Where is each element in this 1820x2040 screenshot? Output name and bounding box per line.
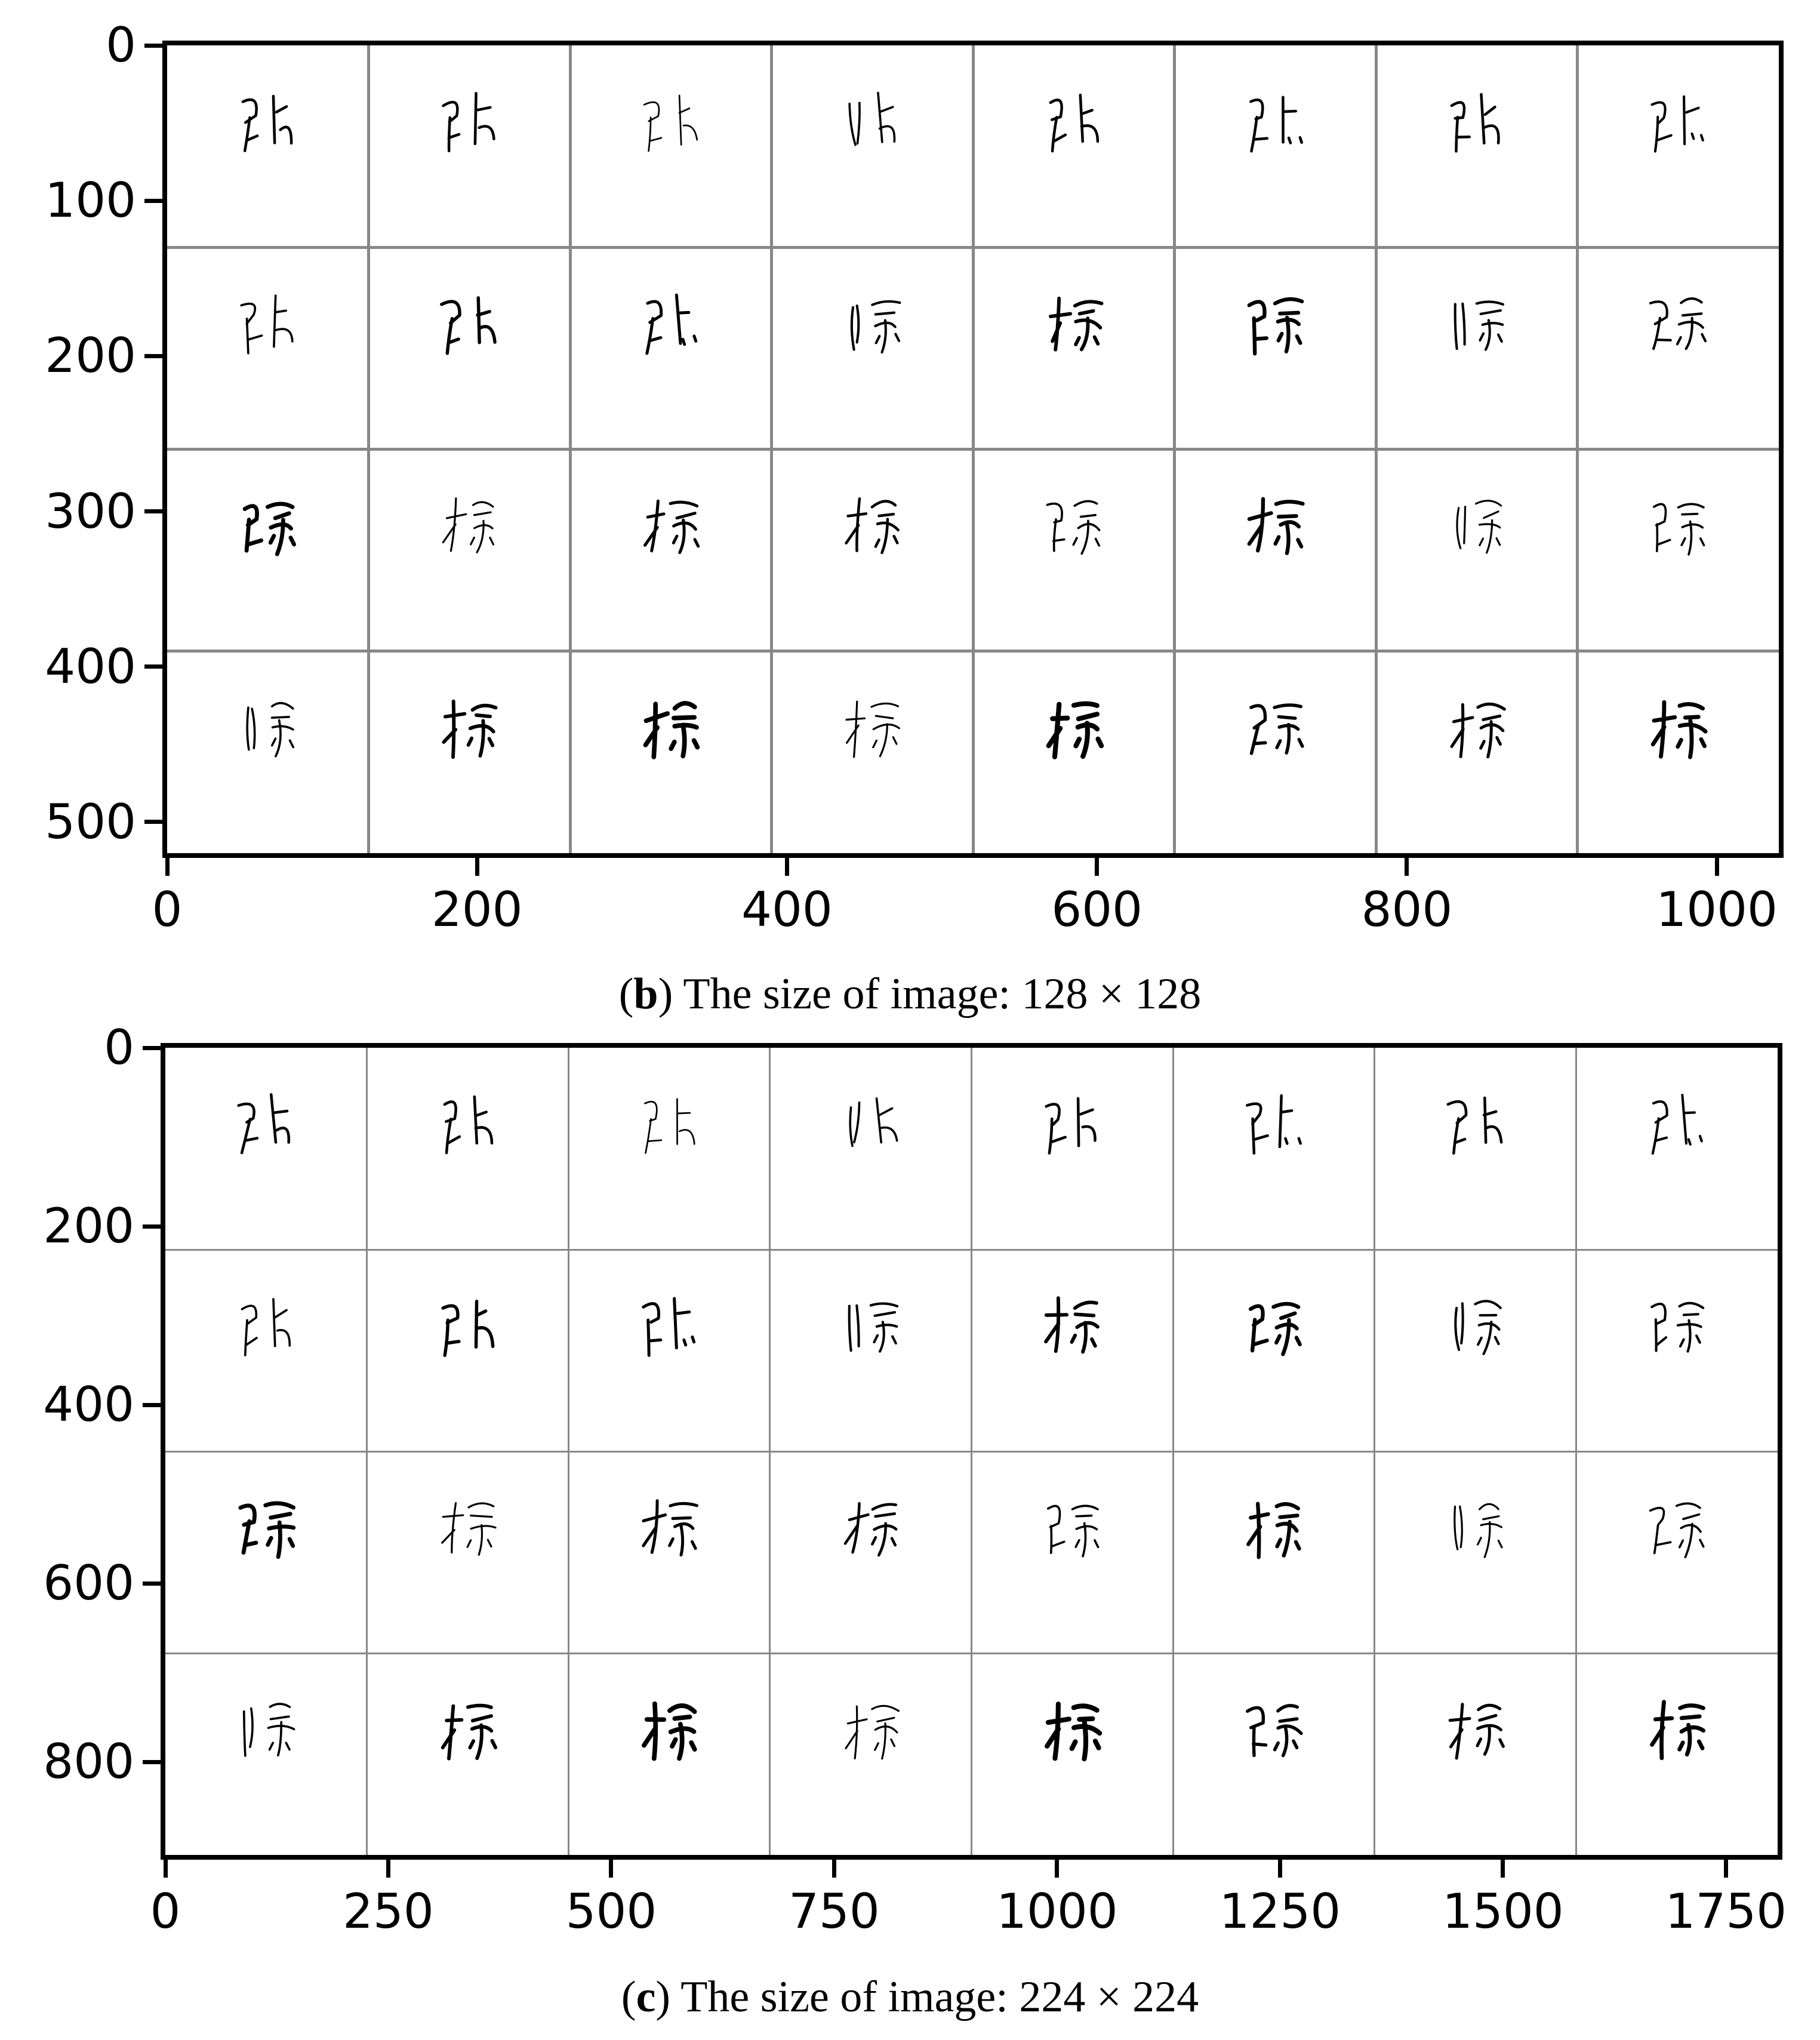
handwritten-character-image [224,1687,309,1772]
y-tick-mark [143,1581,161,1586]
handwritten-character-image [1030,1082,1114,1167]
x-tick-label: 0 [152,882,183,937]
x-tick-mark [164,1860,168,1878]
x-tick-label: 200 [431,882,523,937]
caption-c: (c) The size of image: 224 × 224 [621,1973,1199,2021]
y-tick-label: 300 [45,483,136,539]
y-tick-label: 0 [104,1020,134,1075]
x-tick-mark [1278,1860,1282,1878]
x-tick-label: 750 [789,1884,880,1939]
handwritten-character-image [1433,1284,1518,1368]
y-tick-label: 400 [43,1377,134,1433]
y-tick-label: 800 [43,1734,134,1790]
x-tick-mark [1055,1860,1059,1878]
caption-b: (b) The size of image: 128 × 128 [618,970,1202,1019]
handwritten-character-image [426,1082,510,1167]
handwritten-character-image [224,1284,309,1368]
handwritten-character-image [1634,1485,1719,1570]
handwritten-character-image [426,1284,510,1368]
handwritten-character-image [224,1082,309,1167]
handwritten-character-image [1030,1485,1114,1570]
handwritten-character-image [1030,1284,1114,1368]
caption-text: The size of image: 128 × 128 [683,970,1202,1019]
handwritten-character-image [627,1687,712,1772]
handwritten-character-image [1231,1284,1316,1368]
y-tick-label: 200 [45,328,136,384]
handwritten-character-image [829,1485,913,1570]
x-tick-mark [1501,1860,1505,1878]
plot-area-c [161,1043,1782,1860]
handwritten-character-image [627,1485,712,1570]
handwritten-character-image [426,1485,510,1570]
handwritten-character-image [1231,1082,1316,1167]
caption-text: The size of image: 224 × 224 [680,1973,1199,2021]
handwritten-character-image [627,1284,712,1368]
y-tick-mark [143,1403,161,1407]
x-tick-label: 0 [150,1884,181,1939]
y-tick-label: 600 [43,1555,134,1611]
handwritten-character-image [1433,1485,1518,1570]
x-tick-label: 400 [741,882,833,937]
y-tick-label: 200 [43,1198,134,1254]
handwritten-character-image [1433,1687,1518,1772]
handwritten-character-image [1030,1687,1114,1772]
handwritten-character-image [829,1284,913,1368]
handwritten-character-image [1634,1687,1719,1772]
x-tick-label: 800 [1361,882,1453,937]
y-tick-label: 400 [45,638,136,694]
x-tick-mark [386,1860,390,1878]
x-tick-mark [832,1860,836,1878]
y-tick-label: 100 [45,173,136,229]
x-tick-mark [609,1860,613,1878]
x-tick-label: 1750 [1665,1884,1787,1939]
x-tick-label: 500 [565,1884,657,1939]
handwritten-character-image [627,1082,712,1167]
grid-line-horizontal [165,1249,1778,1251]
x-tick-label: 600 [1051,882,1143,937]
caption-label: b [633,970,658,1019]
y-tick-mark [143,1046,161,1050]
handwritten-character-image [1634,1082,1719,1167]
x-tick-label: 1000 [996,1884,1118,1939]
handwritten-character-image [1231,1687,1316,1772]
handwritten-character-image [829,1082,913,1167]
x-tick-label: 1000 [1656,882,1778,937]
handwritten-character-image [426,1687,510,1772]
y-tick-label: 500 [45,793,136,850]
handwritten-character-image [1634,1284,1719,1368]
x-tick-mark [1724,1860,1728,1878]
caption-label: c [636,1973,656,2021]
handwritten-character-image [1231,1485,1316,1570]
grid-line-horizontal [165,1653,1778,1654]
handwritten-character-image [829,1687,913,1772]
handwritten-character-image [224,1485,309,1570]
x-tick-label: 1500 [1442,1884,1564,1939]
y-tick-mark [143,1224,161,1229]
handwritten-character-image [1433,1082,1518,1167]
y-tick-mark [143,1760,161,1764]
image-grid-c [165,1048,1778,1855]
y-tick-label: 0 [106,17,136,73]
x-tick-label: 250 [343,1884,434,1939]
grid-line-horizontal [165,1451,1778,1453]
x-tick-label: 1250 [1219,1884,1341,1939]
